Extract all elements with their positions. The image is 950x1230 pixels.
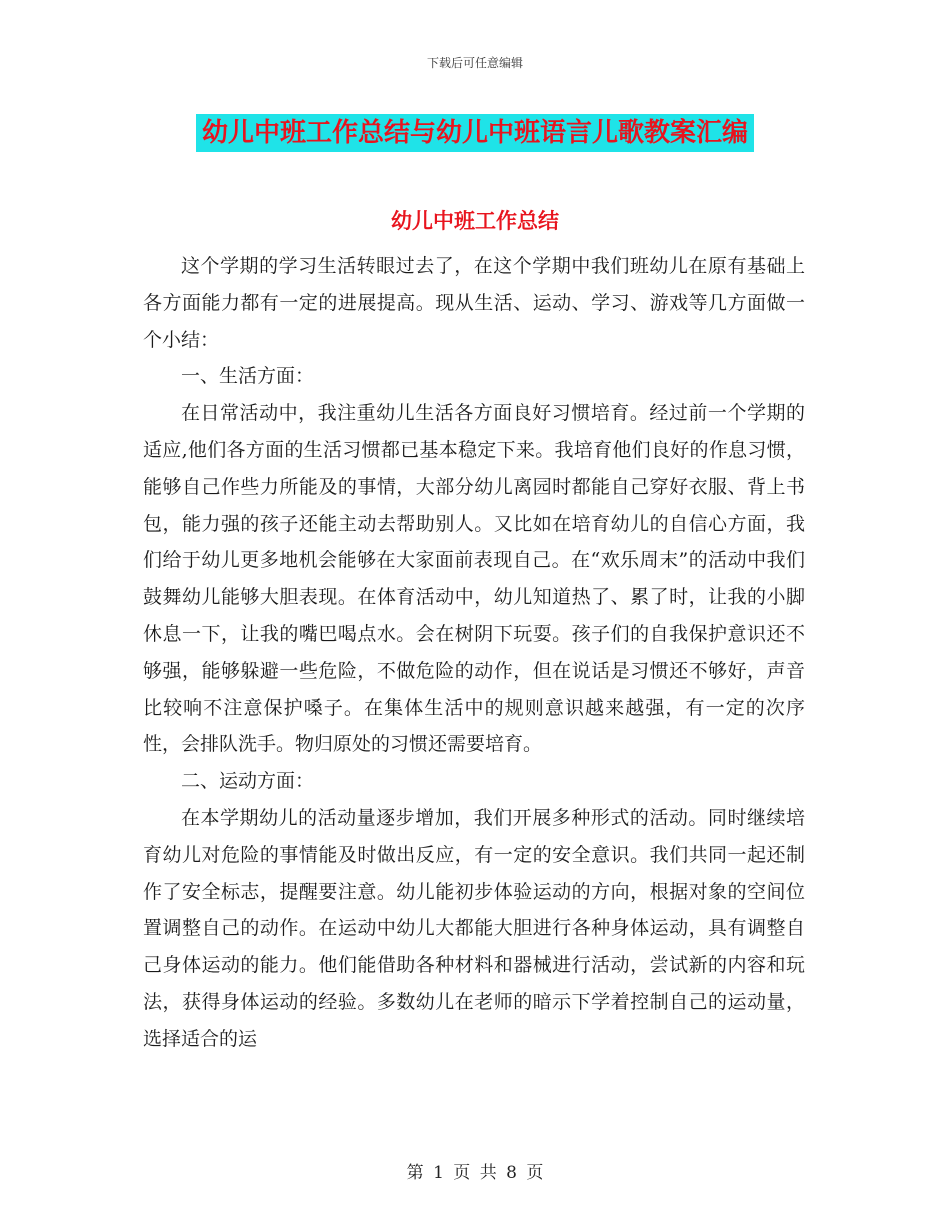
page-footer: 第 1 页 共 8 页 — [406, 1163, 544, 1183]
header-note: 下载后可任意编辑 — [426, 56, 523, 70]
heading-sports: 二、运动方面： — [181, 770, 315, 793]
document-title-wrap — [0, 114, 950, 152]
heading-life: 一、生活方面： — [181, 365, 315, 388]
section-title: 幼儿中班工作总结 — [391, 208, 559, 233]
paragraph-life: 在日常活动中，我注重幼儿生活各方面良好习惯培育。经过前一个学期的适应,他们各方面的生活习惯都已基本稳定下来。我培育他们良好的作息习惯，能够自己作些力所能及的事情，大部分幼儿离园时都能自己穿好衣服、背上书包，能力强的孩子还能主动去帮助别人。又比如在培育幼儿的自信心方面，我们给于幼儿更多地机会能够在大家面前表现自己。在“欢乐周末”的活动中我们鼓舞幼儿能够大胆表现。在体育活动中，幼儿知道热了、累了时，让我的小脚休息一下，让我的嘴巴喝点水。会在树阴下玩耍。孩子们的自我保护意识还不够强，能够躲避一些危险，不做危险的动作，但在说话是习惯还不够好，声音比较响不注意保护嗓子。在集体生活中的规则意识越来越强，有一定的次序性，会排队洗手。物归原处的习惯还需要培育。 — [143, 402, 805, 756]
document-body — [143, 248, 805, 1058]
paragraph-sports: 在本学期幼儿的活动量逐步增加，我们开展多种形式的活动。同时继续培育幼儿对危险的事情能及时做出反应，有一定的安全意识。我们共同一起还制作了安全标志，提醒要注意。幼儿能初步体验运动的方向，根据对象的空间位置调整自己的动作。在运动中幼儿大都能大胆进行各种身体运动，具有调整自己身体运动的能力。他们能借助各种材料和器械进行活动，尝试新的内容和玩法，获得身体运动的经验。多数幼儿在老师的暗示下学着控制自己的运动量，选择适合的运 — [143, 806, 805, 1050]
document-title: 幼儿中班工作总结与幼儿中班语言儿歌教案汇编 — [196, 114, 754, 152]
paragraph-intro: 这个学期的学习生活转眼过去了，在这个学期中我们班幼儿在原有基础上各方面能力都有一定的进展提高。现从生活、运动、学习、游戏等几方面做一个小结： — [143, 255, 805, 351]
